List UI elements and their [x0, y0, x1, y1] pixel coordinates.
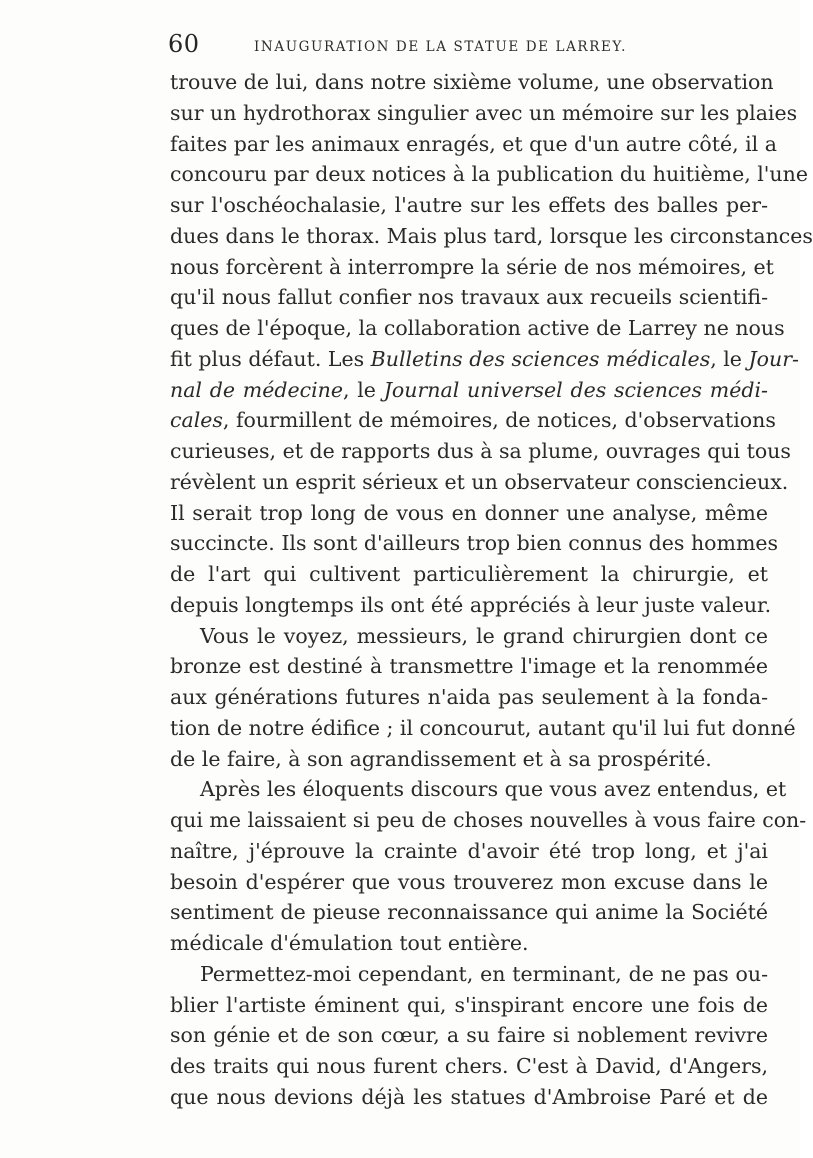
text-line — [170, 344, 799, 375]
journal-title: cales — [170, 408, 223, 433]
text-run: , le — [710, 346, 749, 371]
text-line: curieuses, et de rapports dus à sa plume, ouvrages qui tous — [170, 439, 791, 463]
text-line: qu'il nous fallut confier nos travaux aux recueils scientifi- — [170, 285, 768, 310]
text-line: bronze est destiné à transmettre l'image et la renommée — [170, 654, 768, 679]
body-text — [170, 67, 813, 1113]
text-line: Il serait trop long de vous en donner une analyse, même — [170, 500, 768, 525]
text-line: sur un hydrothorax singulier avec un mémoire sur les plaies — [170, 100, 798, 125]
text-line — [170, 375, 768, 406]
paragraph-first-line: Permettez-moi cependant, en terminant, de ne pas ou- — [200, 961, 768, 986]
text-line: trouve de lui, dans notre sixième volume, une observation — [170, 70, 774, 94]
text-line: nous forcèrent à interrompre la série de nos mémoires, et — [170, 254, 774, 279]
journal-title: Jour- — [748, 346, 799, 371]
text-line: de le faire, à son agrandissement et à sa prospérité. — [170, 746, 712, 771]
journal-title: nal de médecine — [170, 377, 343, 402]
text-line: tion de notre édifice ; il concourut, autant qu'il lui fut donné — [170, 715, 796, 740]
text-line: succincte. Ils sont d'ailleurs trop bien connus des hommes — [170, 531, 779, 556]
page-header — [168, 30, 768, 64]
journal-title: Journal universel des sciences médi- — [383, 377, 768, 402]
text-line: son génie et de son cœur, a su faire si noblement revivre — [170, 1023, 768, 1048]
running-title: INAUGURATION DE LA STATUE DE LARREY. — [254, 39, 628, 55]
text-line: qui me laissaient si peu de choses nouvelles à vous faire con- — [170, 808, 807, 832]
text-line: concouru par deux notices à la publication du huitième, l'une — [170, 162, 808, 187]
text-line: besoin d'espérer que vous trouverez mon excuse dans le — [170, 869, 768, 894]
text-line: des traits qui nous furent chers. C'est à David, d'Angers, — [170, 1054, 768, 1078]
text-line: révèlent un esprit sérieux et un observateur consciencieux. — [170, 469, 789, 494]
text-line: ques de l'époque, la collaboration active de Larrey ne nous — [170, 316, 785, 340]
text-run: fit plus défaut. Les — [170, 346, 371, 371]
text-line: naître, j'éprouve la crainte d'avoir été trop long, et j'ai — [170, 838, 768, 863]
journal-title: Bulletins des sciences médicales — [370, 346, 711, 371]
text-line: depuis longtemps ils ont été appréciés à leur juste valeur. — [170, 592, 772, 617]
paragraph-first-line: Après les éloquents discours que vous avez entendus, et — [200, 777, 787, 802]
text-line: sentiment de pieuse reconnaissance qui anime la Société — [170, 900, 768, 925]
text-line: médicale d'émulation tout entière. — [170, 931, 529, 955]
text-line: que nous devions déjà les statues d'Ambroise Paré et de — [170, 1084, 768, 1109]
text-line — [170, 405, 776, 436]
text-line: de l'art qui cultivent particulièrement la chirurgie, et — [170, 562, 768, 586]
text-line: blier l'artiste éminent qui, s'inspirant encore une fois de — [170, 992, 768, 1017]
text-line: aux générations futures n'aida pas seulement à la fonda- — [170, 685, 768, 709]
text-run: , le — [342, 377, 384, 402]
text-run: , fourmillent de mémoires, de notices, d'observations — [222, 408, 776, 433]
paragraph-first-line: Vous le voyez, messieurs, le grand chirurgien dont ce — [200, 623, 768, 648]
text-line: dues dans le thorax. Mais plus tard, lorsque les circonstances — [170, 223, 813, 248]
text-line: sur l'oschéochalasie, l'autre sur les effets des balles per- — [170, 193, 768, 217]
page-number: 60 — [168, 30, 200, 58]
text-line: faites par les animaux enragés, et que d'un autre côté, il a — [170, 131, 777, 156]
